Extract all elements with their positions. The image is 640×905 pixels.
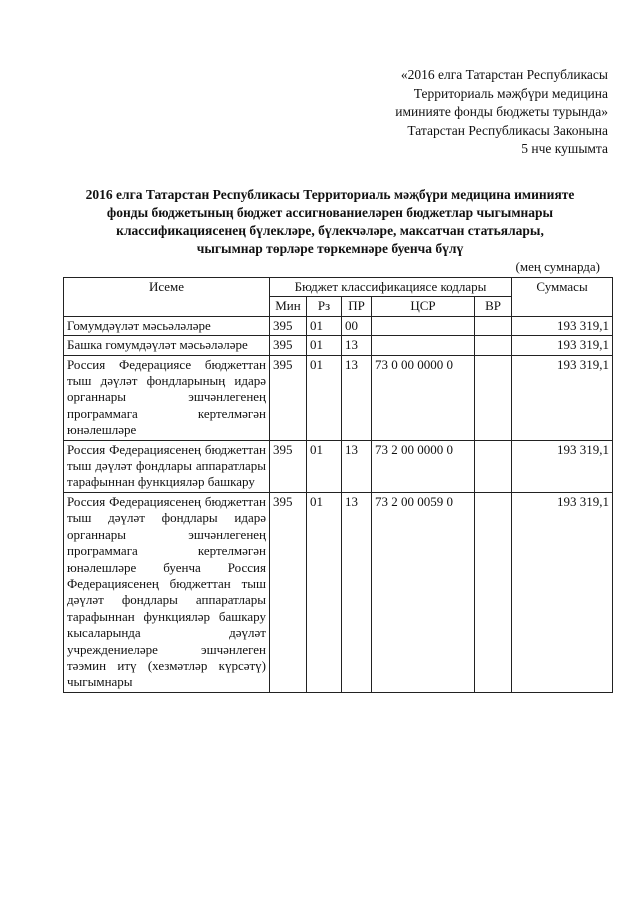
row-pr: 13: [342, 492, 372, 692]
row-min: 395: [270, 355, 307, 440]
row-min: 395: [270, 316, 307, 335]
row-name: Россия Федерациясенең бюджеттан тыш дәүләт фондлары аппаратлары тарафыннан функцияләр башкару: [64, 440, 270, 492]
row-sum: 193 319,1: [512, 336, 613, 355]
row-vr: [475, 316, 512, 335]
table-row: [64, 316, 613, 335]
row-csr: 73 2 00 0000 0: [372, 440, 475, 492]
budget-table: [63, 277, 613, 693]
table-row: [64, 492, 613, 692]
title-line: классификациясенең бүлекләре, бүлекчәләре, максатчан статьялары,: [116, 223, 544, 238]
column-header-csr: ЦСР: [372, 297, 475, 316]
title-line: 2016 елга Татарстан Республикасы Территориаль мәҗбүри медицина иминияте: [85, 187, 575, 202]
row-sum: 193 319,1: [512, 355, 613, 440]
row-vr: [475, 492, 512, 692]
row-sum: 193 319,1: [512, 492, 613, 692]
appendix-note-line: Территориаль мәҗбүри медицина: [413, 85, 608, 101]
column-header-codes: Бюджет классификациясе кодлары: [270, 278, 512, 297]
column-header-rz: Рз: [307, 297, 342, 316]
column-header-min: Мин: [270, 297, 307, 316]
row-rz: 01: [307, 336, 342, 355]
row-csr: [372, 316, 475, 335]
row-min: 395: [270, 440, 307, 492]
column-header-pr: ПР: [342, 297, 372, 316]
row-pr: 00: [342, 316, 372, 335]
table-row: [64, 355, 613, 440]
table-row: [64, 336, 613, 355]
title-line: фонды бюджетының бюджет ассигнованиеләрен бюджетлар чыгымнары: [106, 205, 554, 220]
units-note: (мең сумнарда): [515, 259, 600, 274]
row-csr: 73 0 00 0000 0: [372, 355, 475, 440]
row-name: Россия Федерациясе бюджеттан тыш дәүләт фондларының идарә органнары эшчәнлегенең программага кертелмәгән юнәлешләре: [64, 355, 270, 440]
row-rz: 01: [307, 316, 342, 335]
table-row: [64, 440, 613, 492]
row-rz: 01: [307, 440, 342, 492]
row-name: Гомумдәүләт мәсьәләләре: [64, 316, 270, 335]
column-header-vr: ВР: [475, 297, 512, 316]
appendix-note: [395, 66, 608, 159]
row-pr: 13: [342, 440, 372, 492]
row-min: 395: [270, 492, 307, 692]
row-csr: [372, 336, 475, 355]
title-line: чыгымнар төрләре төркемнәре буенча бүлү: [196, 241, 464, 256]
appendix-note-line: Татарстан Республикасы Законына: [407, 122, 608, 138]
table-header-row: [64, 278, 613, 297]
row-rz: 01: [307, 355, 342, 440]
row-csr: 73 2 00 0059 0: [372, 492, 475, 692]
row-sum: 193 319,1: [512, 440, 613, 492]
column-header-name: Исеме: [64, 278, 270, 317]
row-vr: [475, 440, 512, 492]
appendix-note-line: «2016 елга Татарстан Республикасы: [400, 67, 608, 82]
row-pr: 13: [342, 336, 372, 355]
row-min: 395: [270, 336, 307, 355]
row-sum: 193 319,1: [512, 316, 613, 335]
row-rz: 01: [307, 492, 342, 692]
column-header-sum: Суммасы: [512, 278, 613, 317]
document-title: [40, 186, 620, 258]
appendix-note-line: 5 нче кушымта: [521, 141, 608, 156]
row-vr: [475, 336, 512, 355]
row-pr: 13: [342, 355, 372, 440]
appendix-note-line: иминияте фонды бюджеты турында»: [395, 104, 608, 119]
row-vr: [475, 355, 512, 440]
row-name: Башка гомумдәүләт мәсьәләләре: [64, 336, 270, 355]
row-name: Россия Федерациясенең бюджеттан тыш дәүләт фондлары идарә органнары эшчәнлегенең программага кертелмәгән юнәлешләре буенча Россия Федерациясенең бюджеттан тыш дәүләт фондлары аппаратлары тарафыннан функцияләр башкару кысаларында дәүләт учреждениеләре эшчәнлеген тәэмин итү (хезмәтләр күрсәтү) чыгымнары: [64, 492, 270, 692]
